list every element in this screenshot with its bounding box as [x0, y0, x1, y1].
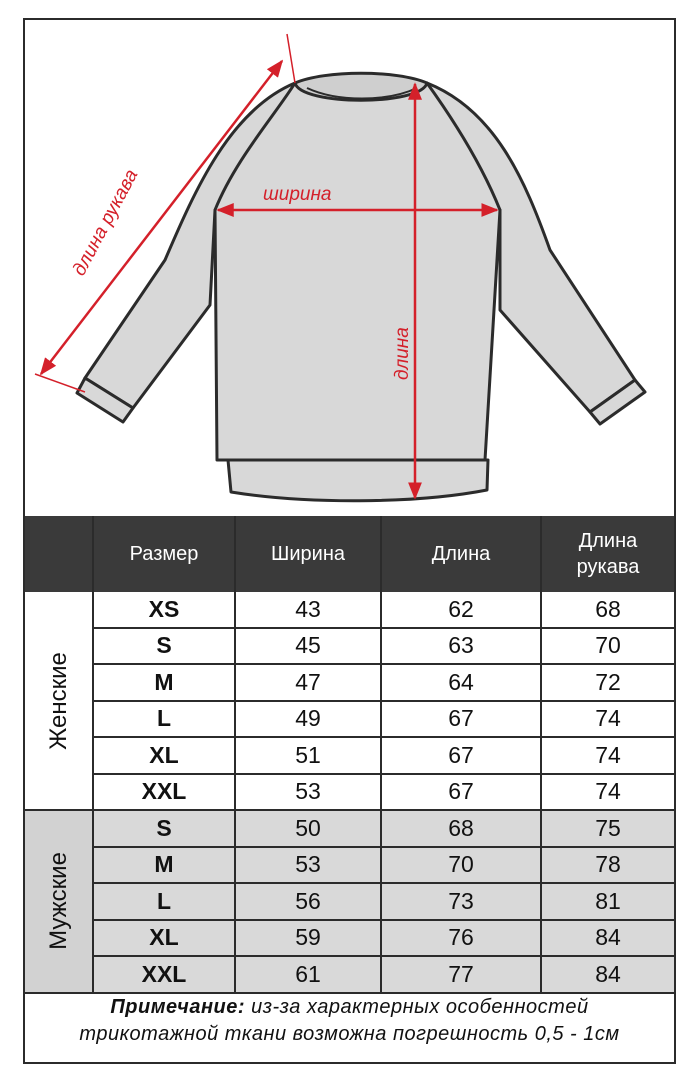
size-cell: XS — [93, 592, 235, 628]
sleeve-cell: 84 — [541, 956, 674, 993]
width-cell: 53 — [235, 774, 381, 811]
waistband — [228, 460, 488, 501]
size-cell: XL — [93, 920, 235, 957]
table-header-row — [25, 516, 674, 592]
length-cell: 67 — [381, 737, 541, 774]
header-group — [25, 516, 93, 592]
table-row — [25, 956, 674, 993]
length-cell: 64 — [381, 664, 541, 701]
width-cell: 61 — [235, 956, 381, 993]
size-cell: XL — [93, 737, 235, 774]
width-cell: 47 — [235, 664, 381, 701]
size-cell: M — [93, 847, 235, 884]
length-cell: 76 — [381, 920, 541, 957]
table-row — [25, 737, 674, 774]
size-cell: M — [93, 664, 235, 701]
length-cell: 67 — [381, 701, 541, 738]
sleeve-cell: 68 — [541, 592, 674, 628]
sleeve-cell: 70 — [541, 628, 674, 665]
group-men: Мужские — [25, 810, 93, 993]
size-chart-frame — [23, 18, 676, 1064]
footnote — [25, 994, 674, 1048]
size-cell: XXL — [93, 774, 235, 811]
note-label: Примечание: — [110, 996, 246, 1018]
header-width: Ширина — [235, 516, 381, 592]
header-length: Длина — [381, 516, 541, 592]
sleeve-length-label: длина рукава — [68, 166, 143, 280]
torso — [215, 83, 500, 460]
header-sleeve-length: Длина рукава — [541, 516, 674, 592]
sleeve-cell: 72 — [541, 664, 674, 701]
length-cell: 77 — [381, 956, 541, 993]
length-cell: 62 — [381, 592, 541, 628]
width-label: ширина — [263, 184, 332, 205]
sleeve-cell: 84 — [541, 920, 674, 957]
table-row — [25, 664, 674, 701]
width-cell: 50 — [235, 810, 381, 847]
width-cell: 59 — [235, 920, 381, 957]
width-cell: 43 — [235, 592, 381, 628]
table-row — [25, 701, 674, 738]
width-cell: 45 — [235, 628, 381, 665]
length-cell: 67 — [381, 774, 541, 811]
size-cell: S — [93, 628, 235, 665]
size-cell: S — [93, 810, 235, 847]
group-women: Женские — [25, 592, 93, 810]
table-row — [25, 592, 674, 628]
table-row — [25, 810, 674, 847]
table-row — [25, 628, 674, 665]
length-cell: 68 — [381, 810, 541, 847]
table-row — [25, 883, 674, 920]
size-cell: L — [93, 883, 235, 920]
size-cell: L — [93, 701, 235, 738]
note-text-2: трикотажной ткани возможна погрешность 0,5 - 1см — [79, 1023, 620, 1045]
width-cell: 51 — [235, 737, 381, 774]
length-cell: 63 — [381, 628, 541, 665]
width-cell: 53 — [235, 847, 381, 884]
length-cell: 70 — [381, 847, 541, 884]
header-size: Размер — [93, 516, 235, 592]
size-table — [25, 516, 674, 994]
sleeve-cell: 75 — [541, 810, 674, 847]
width-cell: 49 — [235, 701, 381, 738]
note-text-1: из-за характерных особенностей — [245, 996, 589, 1018]
sleeve-cell: 81 — [541, 883, 674, 920]
table-row — [25, 920, 674, 957]
width-cell: 56 — [235, 883, 381, 920]
sleeve-cell: 74 — [541, 774, 674, 811]
table-row — [25, 847, 674, 884]
sleeve-cell: 74 — [541, 701, 674, 738]
length-cell: 73 — [381, 883, 541, 920]
length-label: длина — [392, 327, 413, 380]
sleeve-cell: 74 — [541, 737, 674, 774]
table-row — [25, 774, 674, 811]
sweatshirt-diagram — [25, 20, 674, 516]
collar — [295, 73, 427, 100]
sweatshirt-svg — [25, 20, 674, 516]
size-cell: XXL — [93, 956, 235, 993]
sleeve-cell: 78 — [541, 847, 674, 884]
